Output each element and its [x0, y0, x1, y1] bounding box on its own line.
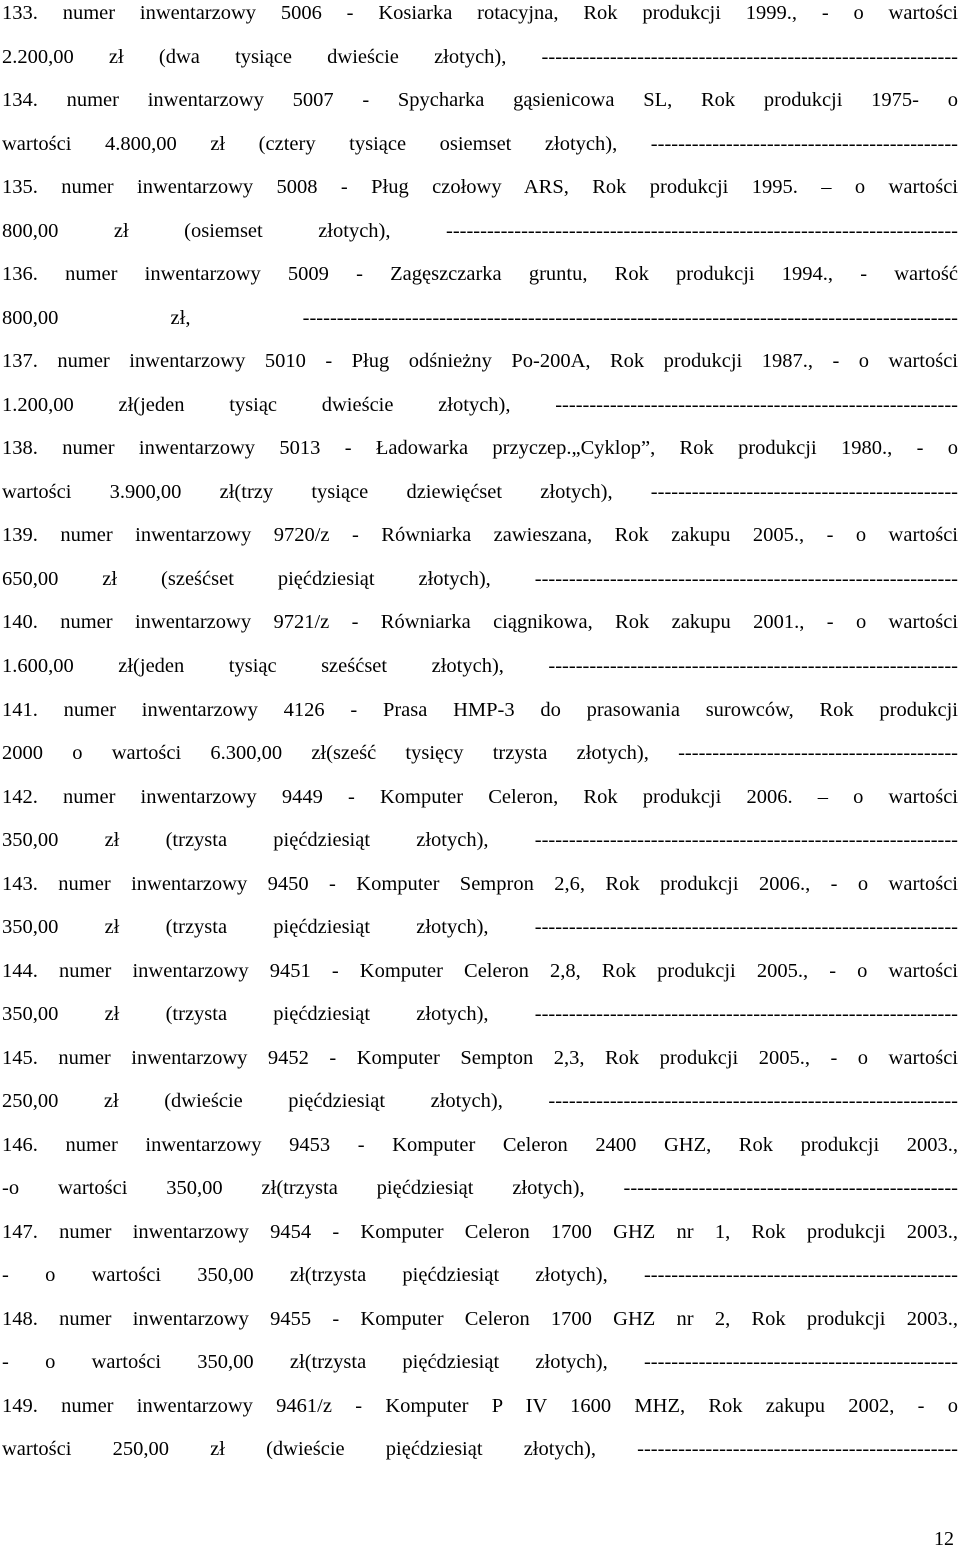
- text-line: 137. numer inwentarzowy 5010 - Pług odśnieżny Po-200A, Rok produkcji 1987., - o wartości: [2, 350, 958, 372]
- text-line: 1.200,00 zł(jeden tysiąc dwieście złotych), -----------------------------------------------------------: [2, 394, 958, 416]
- page-number: 12: [934, 1528, 954, 1550]
- text-line: 142. numer inwentarzowy 9449 - Komputer Celeron, Rok produkcji 2006. – o wartości: [2, 786, 958, 808]
- text-line: 148. numer inwentarzowy 9455 - Komputer Celeron 1700 GHZ nr 2, Rok produkcji 2003.,: [2, 1308, 958, 1330]
- text-line: - o wartości 350,00 zł(trzysta pięćdziesiąt złotych), ----------------------------------------------: [2, 1264, 958, 1286]
- text-line: 147. numer inwentarzowy 9454 - Komputer Celeron 1700 GHZ nr 1, Rok produkcji 2003.,: [2, 1221, 958, 1243]
- text-line: wartości 3.900,00 zł(trzy tysiące dziewięćset złotych), ---------------------------------------------: [2, 481, 958, 503]
- text-line: 350,00 zł (trzysta pięćdziesiąt złotych), --------------------------------------------------------------: [2, 829, 958, 851]
- text-line: - o wartości 350,00 zł(trzysta pięćdziesiąt złotych), ----------------------------------------------: [2, 1351, 958, 1373]
- text-line: wartości 250,00 zł (dwieście pięćdziesiąt złotych), -----------------------------------------------: [2, 1438, 958, 1460]
- text-line: 650,00 zł (sześćset pięćdziesiąt złotych), --------------------------------------------------------------: [2, 568, 958, 590]
- text-line: 145. numer inwentarzowy 9452 - Komputer Sempton 2,3, Rok produkcji 2005., - o wartości: [2, 1047, 958, 1069]
- text-line: 350,00 zł (trzysta pięćdziesiąt złotych), --------------------------------------------------------------: [2, 916, 958, 938]
- text-line: 149. numer inwentarzowy 9461/z - Komputer P IV 1600 MHZ, Rok zakupu 2002, - o: [2, 1395, 958, 1417]
- text-line: 135. numer inwentarzowy 5008 - Pług czołowy ARS, Rok produkcji 1995. – o wartości: [2, 176, 958, 198]
- text-line: 134. numer inwentarzowy 5007 - Spycharka gąsienicowa SL, Rok produkcji 1975- o: [2, 89, 958, 111]
- text-line: 140. numer inwentarzowy 9721/z - Równiarka ciągnikowa, Rok zakupu 2001., - o wartości: [2, 611, 958, 633]
- text-line: 136. numer inwentarzowy 5009 - Zagęszczarka gruntu, Rok produkcji 1994., - wartość: [2, 263, 958, 285]
- text-line: 800,00 zł, ------------------------------------------------------------------------------------------------: [2, 307, 958, 329]
- text-line: -o wartości 350,00 zł(trzysta pięćdziesiąt złotych), -------------------------------------------------: [2, 1177, 958, 1199]
- text-line: 139. numer inwentarzowy 9720/z - Równiarka zawieszana, Rok zakupu 2005., - o wartości: [2, 524, 958, 546]
- text-line: 133. numer inwentarzowy 5006 - Kosiarka rotacyjna, Rok produkcji 1999., - o wartości: [2, 2, 958, 24]
- text-line: 1.600,00 zł(jeden tysiąc sześćset złotych), ------------------------------------------------------------: [2, 655, 958, 677]
- text-line: 350,00 zł (trzysta pięćdziesiąt złotych), --------------------------------------------------------------: [2, 1003, 958, 1025]
- text-line: 144. numer inwentarzowy 9451 - Komputer Celeron 2,8, Rok produkcji 2005., - o wartości: [2, 960, 958, 982]
- text-line: 146. numer inwentarzowy 9453 - Komputer Celeron 2400 GHZ, Rok produkcji 2003.,: [2, 1134, 958, 1156]
- text-line: 138. numer inwentarzowy 5013 - Ładowarka przyczep.„Cyklop”, Rok produkcji 1980., - o: [2, 437, 958, 459]
- text-line: 2.200,00 zł (dwa tysiące dwieście złotych), -------------------------------------------------------------: [2, 46, 958, 68]
- text-line: 2000 o wartości 6.300,00 zł(sześć tysięcy trzysta złotych), -----------------------------------------: [2, 742, 958, 764]
- text-line: wartości 4.800,00 zł (cztery tysiące osiemset złotych), ---------------------------------------------: [2, 133, 958, 155]
- text-line: 800,00 zł (osiemset złotych), ---------------------------------------------------------------------------: [2, 220, 958, 242]
- text-line: 141. numer inwentarzowy 4126 - Prasa HMP-3 do prasowania surowców, Rok produkcji: [2, 699, 958, 721]
- text-line: 143. numer inwentarzowy 9450 - Komputer Sempron 2,6, Rok produkcji 2006., - o wartości: [2, 873, 958, 895]
- text-line: 250,00 zł (dwieście pięćdziesiąt złotych), ------------------------------------------------------------: [2, 1090, 958, 1112]
